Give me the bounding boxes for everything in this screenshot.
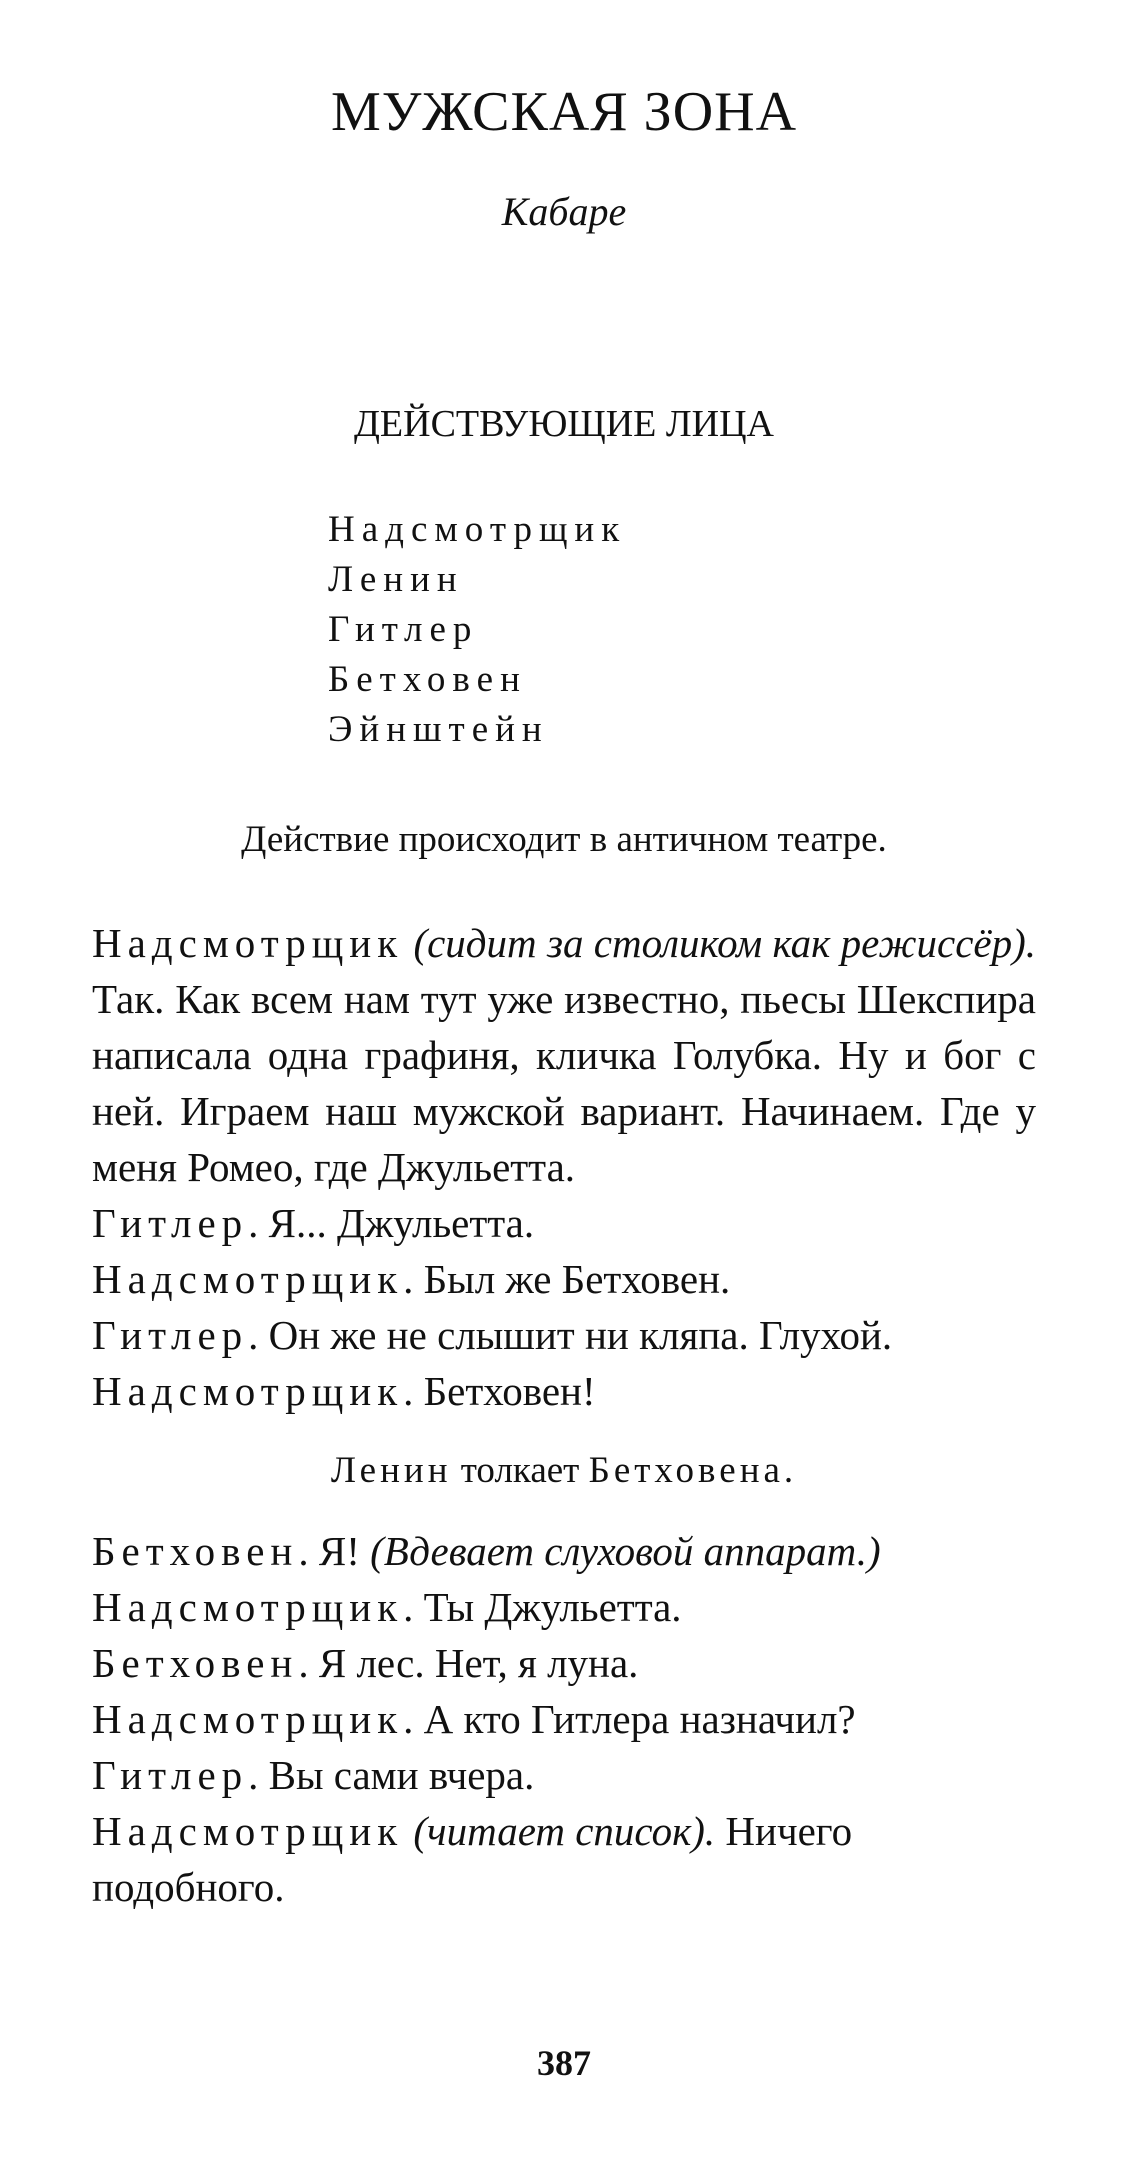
dialogue-line	[92, 1579, 1036, 1635]
dialogue-line	[92, 915, 1036, 1195]
stage-verb: толкает	[460, 1450, 580, 1491]
line-text: . Бетховен!	[403, 1368, 596, 1414]
cast-member: Эйнштейн	[328, 709, 549, 750]
speaker-name: Надсмотрщик	[92, 1256, 404, 1302]
line-text: . Ты Джульетта.	[403, 1584, 682, 1630]
cast-list	[328, 505, 626, 755]
page-number: 387	[537, 2043, 591, 2083]
line-text: Ничего подобного.	[92, 1808, 853, 1910]
stage-direction-block	[92, 1443, 1036, 1499]
dialogue-line	[92, 1195, 1036, 1251]
dialogue-line	[92, 1523, 1036, 1579]
dialogue-line	[92, 1363, 1036, 1419]
stage-object: Бетховена.	[588, 1450, 798, 1491]
stage-direction: (Вдевает слуховой аппарат.)	[370, 1528, 881, 1574]
line-text: Так. Как всем нам тут уже известно, пьесы Шекспира написала одна графиня, кличка Голубка. Ну и бог с ней. Играем наш мужской вариант. Начинаем. Где у меня Ромео, где Джульетта.	[92, 976, 1036, 1190]
line-text: . Был же Бетховен.	[403, 1256, 731, 1302]
line-text: . Он же не слышит ни кляпа. Глухой.	[248, 1312, 893, 1358]
dialogue	[92, 915, 1036, 1915]
speaker-name: Гитлер	[92, 1312, 249, 1358]
line-text: . Я... Джульетта.	[248, 1200, 535, 1246]
play-title: МУЖСКАЯ ЗОНА	[330, 81, 798, 143]
dialogue-line	[92, 1803, 1036, 1915]
line-text: . Я лес. Нет, я луна.	[298, 1640, 639, 1686]
speaker-name: Гитлер	[92, 1200, 249, 1246]
dialogue-line	[92, 1691, 1036, 1747]
cast-member: Ленин	[328, 559, 464, 600]
speaker-name: Надсмотрщик	[92, 1808, 404, 1854]
cast-heading: ДЕЙСТВУЮЩИЕ ЛИЦА	[354, 403, 774, 445]
speaker-name: Надсмотрщик	[92, 920, 404, 966]
speaker-name: Гитлер	[92, 1752, 249, 1798]
stage-actor: Ленин	[330, 1450, 452, 1491]
dialogue-line	[92, 1747, 1036, 1803]
stage-direction: (сидит за столиком как режиссёр).	[413, 920, 1036, 966]
cast-member: Надсмотрщик	[328, 509, 627, 550]
line-text: . Я!	[298, 1528, 360, 1574]
stage-direction: (читает список).	[413, 1808, 716, 1854]
speaker-name: Бетховен	[92, 1640, 299, 1686]
speaker-name: Бетховен	[92, 1528, 299, 1574]
speaker-name: Надсмотрщик	[92, 1696, 404, 1742]
speaker-name: Надсмотрщик	[92, 1584, 404, 1630]
setting-note: Действие происходит в античном театре.	[241, 819, 887, 860]
line-text: . А кто Гитлера назначил?	[403, 1696, 856, 1742]
line-text: . Вы сами вчера.	[248, 1752, 535, 1798]
dialogue-line	[92, 1307, 1036, 1363]
play-subtitle: Кабаре	[501, 189, 627, 234]
dialogue-line	[92, 1635, 1036, 1691]
cast-member: Бетховен	[328, 659, 527, 700]
cast-member: Гитлер	[328, 609, 479, 650]
dialogue-line	[92, 1251, 1036, 1307]
speaker-name: Надсмотрщик	[92, 1368, 404, 1414]
